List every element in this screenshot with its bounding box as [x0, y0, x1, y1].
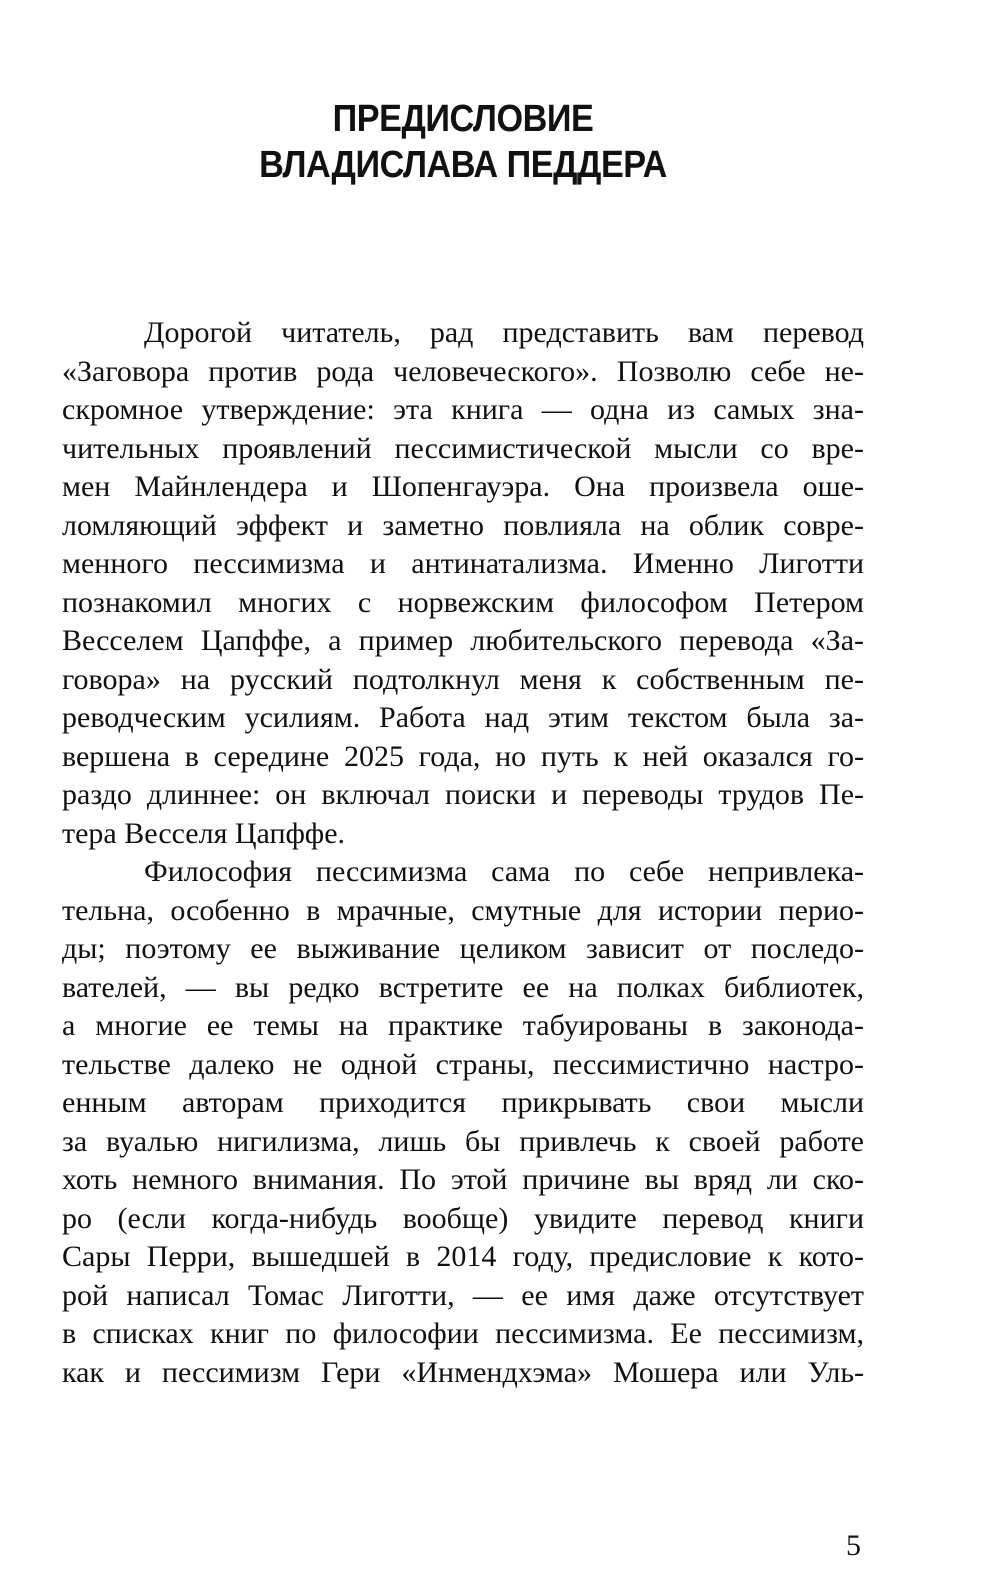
text-line: Сары Перри, вышедшей в 2014 году, предисловие к кото-	[62, 1240, 864, 1273]
text-line: хоть немного внимания. По этой причине вы вряд ли ско-	[62, 1163, 864, 1196]
text-line: за вуалью нигилизма, лишь бы привлечь к своей работе	[62, 1124, 864, 1158]
text-line: ро (если когда-нибудь вообще) увидите перевод книги	[62, 1201, 864, 1235]
body-text	[62, 314, 864, 1392]
text-line: ломляющий эффект и заметно повлияла на облик совре-	[62, 508, 864, 542]
text-line: а многие ее темы на практике табуированы в законода-	[62, 1009, 864, 1042]
text-line: скромное утверждение: эта книга — одна из самых зна-	[62, 393, 864, 426]
text-line: вателей, — вы редко встретите ее на полках библиотек,	[62, 970, 864, 1004]
paragraph-2	[62, 853, 864, 1392]
text-line: тельстве далеко не одной страны, пессимистично настро-	[62, 1047, 864, 1081]
text-line: чительных проявлений пессимистической мысли со вре-	[62, 431, 864, 465]
text-line: реводческим усилиям. Работа над этим текстом была за-	[62, 701, 864, 734]
text-line: как и пессимизм Гери «Инмендхэма» Мошера или Уль-	[62, 1355, 864, 1389]
text-line: «Заговора против рода человеческого». Позволю себе не-	[62, 354, 864, 388]
text-line: Дорогой читатель, рад представить вам перевод	[144, 316, 864, 349]
text-line: мен Майнлендера и Шопенгауэра. Она произвела оше-	[62, 470, 864, 503]
chapter-title-line-1: ПРЕДИСЛОВИЕ	[332, 98, 594, 140]
text-line: познакомил многих с норвежским философом Петером	[62, 585, 864, 619]
text-line: говора» на русский подтолкнул меня к собственным пе-	[62, 662, 864, 696]
text-line: тера Весселя Цапффе.	[62, 816, 346, 850]
text-line: вершена в середине 2025 года, но путь к ней оказался го-	[62, 739, 864, 773]
chapter-title-line-2: ВЛАДИСЛАВА ПЕДДЕРА	[259, 144, 667, 186]
text-line: енным авторам приходится прикрывать свои мысли	[62, 1086, 864, 1119]
chapter-title	[46, 96, 879, 188]
text-line: менного пессимизма и антинатализма. Именно Лиготти	[62, 547, 864, 580]
text-line: тельна, особенно в мрачные, смутные для истории перио-	[62, 893, 864, 927]
text-line: раздо длиннее: он включал поиски и переводы трудов Пе-	[62, 778, 864, 811]
text-line: ды; поэтому ее выживание целиком зависит от последо-	[62, 932, 864, 965]
text-line: Философия пессимизма сама по себе непривлека-	[144, 855, 864, 888]
paragraph-1	[62, 314, 864, 853]
text-line: в списках книг по философии пессимизма. Ее пессимизм,	[62, 1317, 864, 1350]
text-line: рой написал Томас Лиготти, — ее имя даже отсутствует	[62, 1278, 864, 1312]
text-line: Весселем Цапффе, а пример любительского перевода «За-	[62, 624, 864, 657]
page-number: 5	[846, 1529, 861, 1562]
